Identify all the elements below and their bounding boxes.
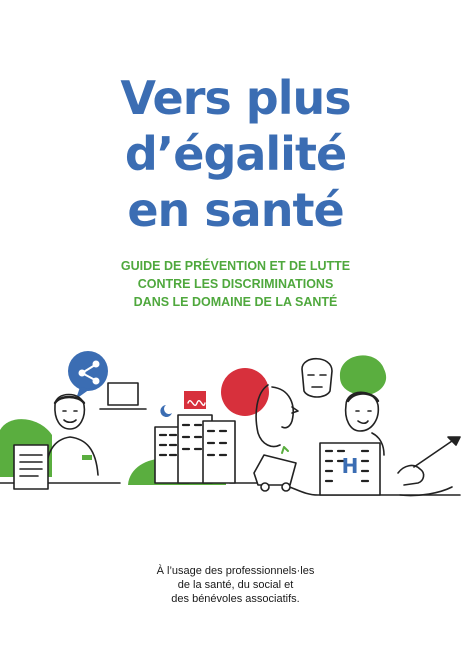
title-line-2: d’égalité	[124, 127, 347, 181]
cover-illustration	[0, 345, 471, 525]
subtitle-line-2: CONTRE LES DISCRIMINATIONS	[137, 277, 334, 291]
ground-line	[0, 483, 460, 495]
cover-title	[0, 70, 471, 238]
subtitle-line-1: GUIDE DE PRÉVENTION ET DE LUTTE	[120, 259, 351, 273]
ambulance-icon	[254, 447, 296, 491]
hospital-sign: H	[341, 454, 359, 478]
person-left-illustration	[46, 395, 98, 476]
audience-line-3: des bénévoles associatifs.	[171, 593, 300, 605]
title-line-1: Vers plus	[120, 71, 351, 125]
pen-icon	[398, 437, 460, 496]
subtitle-line-3: DANS LE DOMAINE DE LA SANTÉ	[133, 295, 338, 309]
cover-subtitle	[0, 257, 471, 311]
crescent-moon-icon	[160, 405, 172, 417]
laptop-illustration	[100, 383, 146, 409]
title-line-3: en santé	[127, 183, 344, 237]
document-illustration	[14, 445, 48, 489]
city-buildings	[155, 391, 235, 483]
mask-face-illustration	[302, 359, 332, 397]
audience-note	[0, 564, 471, 606]
audience-line-2: de la santé, du social et	[177, 579, 294, 591]
audience-line-1: À l’usage des professionnels·les	[156, 565, 315, 577]
share-icon	[68, 351, 108, 399]
green-blob-right	[340, 355, 386, 395]
